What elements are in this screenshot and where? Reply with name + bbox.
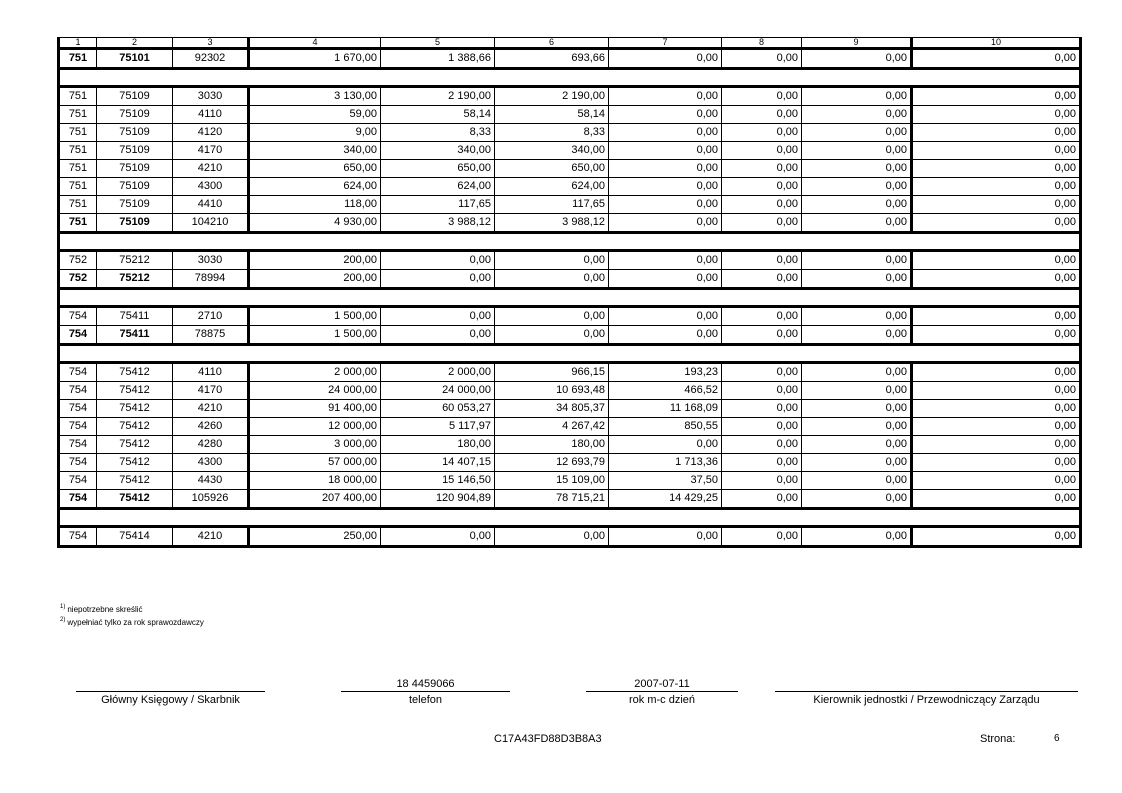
table-cell-col-4: 4 930,00 <box>249 214 381 233</box>
table-cell-col-5: 0,00 <box>381 270 495 289</box>
table-cell-col-4: 59,00 <box>249 106 381 124</box>
table-cell-col-3: 104210 <box>173 214 249 233</box>
table-cell-col-9: 0,00 <box>802 142 912 160</box>
accountant-signature-value <box>76 677 265 691</box>
table-cell-col-6: 78 715,21 <box>495 490 609 509</box>
table-cell-col-4: 9,00 <box>249 124 381 142</box>
table-cell-col-10: 0,00 <box>912 527 1081 547</box>
table-cell-col-9: 0,00 <box>802 490 912 509</box>
table-cell-col-3: 4210 <box>173 400 249 418</box>
table-cell-col-3: 4170 <box>173 382 249 400</box>
table-cell-col-8: 0,00 <box>722 527 802 547</box>
table-cell-col-10: 0,00 <box>912 178 1081 196</box>
footnote <box>60 602 204 615</box>
table-cell-col-5: 0,00 <box>381 307 495 326</box>
table-cell-col-1: 751 <box>59 87 97 106</box>
table-cell-col-5: 0,00 <box>381 326 495 345</box>
table-cell-col-5: 0,00 <box>381 527 495 547</box>
table-cell-col-7: 0,00 <box>609 87 722 106</box>
table-cell-col-6: 624,00 <box>495 178 609 196</box>
table-cell-col-10: 0,00 <box>912 106 1081 124</box>
table-cell-col-10: 0,00 <box>912 490 1081 509</box>
date-value: 2007-07-11 <box>634 678 690 690</box>
accountant-signature <box>76 677 265 708</box>
table-cell-col-4: 24 000,00 <box>249 382 381 400</box>
footnote-text: niepotrzebne skreślić <box>67 605 143 614</box>
table-cell-col-8: 0,00 <box>722 196 802 214</box>
table-cell-col-5: 3 988,12 <box>381 214 495 233</box>
table-cell-col-5: 180,00 <box>381 436 495 454</box>
table-cell-col-9: 0,00 <box>802 49 912 69</box>
phone-value: 18 4459066 <box>396 678 455 690</box>
table-cell-col-6: 15 109,00 <box>495 472 609 490</box>
table-cell-col-8: 0,00 <box>722 436 802 454</box>
table-cell-col-3: 4300 <box>173 454 249 472</box>
table-cell-col-6: 966,15 <box>495 363 609 382</box>
table-cell-col-8: 0,00 <box>722 87 802 106</box>
table-cell-col-3: 92302 <box>173 49 249 69</box>
table-cell-col-5: 8,33 <box>381 124 495 142</box>
table-cell-col-9: 0,00 <box>802 326 912 345</box>
head-label: Kierownik jednostki / Przewodniczący Zarządu <box>813 694 1040 706</box>
table-cell-col-10: 0,00 <box>912 382 1081 400</box>
table-cell-col-10: 0,00 <box>912 436 1081 454</box>
table-cell-col-4: 57 000,00 <box>249 454 381 472</box>
table-cell-col-1: 751 <box>59 214 97 233</box>
table-cell-col-10: 0,00 <box>912 124 1081 142</box>
table-row <box>59 382 1081 400</box>
table-row <box>59 160 1081 178</box>
table-cell-col-2: 75212 <box>97 270 173 289</box>
table-cell-col-5: 117,65 <box>381 196 495 214</box>
table-cell-col-1: 754 <box>59 472 97 490</box>
footnote-text: wypełniać tylko za rok sprawozdawczy <box>67 618 204 627</box>
table-cell-col-3: 4110 <box>173 106 249 124</box>
table-cell-col-8: 0,00 <box>722 270 802 289</box>
table-cell-col-3: 105926 <box>173 490 249 509</box>
table-cell-col-7: 0,00 <box>609 326 722 345</box>
table-cell-col-5: 24 000,00 <box>381 382 495 400</box>
table-cell-col-9: 0,00 <box>802 436 912 454</box>
table-cell-col-2: 75412 <box>97 382 173 400</box>
table-cell-col-6: 693,66 <box>495 49 609 69</box>
table-cell-col-1: 751 <box>59 124 97 142</box>
page-number: 6 <box>1054 733 1060 744</box>
table-cell-col-9: 0,00 <box>802 382 912 400</box>
table-cell-col-10: 0,00 <box>912 251 1081 270</box>
table-cell-col-2: 75412 <box>97 400 173 418</box>
table-row <box>59 418 1081 436</box>
table-cell-col-9: 0,00 <box>802 106 912 124</box>
table-cell-col-9: 0,00 <box>802 418 912 436</box>
table-cell-col-3: 4280 <box>173 436 249 454</box>
table-cell-col-8: 0,00 <box>722 490 802 509</box>
table-cell-col-5: 58,14 <box>381 106 495 124</box>
table-cell-col-4: 650,00 <box>249 160 381 178</box>
table-cell-col-10: 0,00 <box>912 49 1081 69</box>
table-cell-col-4: 2 000,00 <box>249 363 381 382</box>
table-cell-col-8: 0,00 <box>722 454 802 472</box>
table-cell-col-3: 3030 <box>173 87 249 106</box>
table-cell-col-5: 14 407,15 <box>381 454 495 472</box>
table-cell-col-1: 751 <box>59 196 97 214</box>
table-cell-col-10: 0,00 <box>912 214 1081 233</box>
table-cell-col-2: 75109 <box>97 178 173 196</box>
date-label: rok m-c dzień <box>628 694 696 706</box>
table-cell-col-4: 3 000,00 <box>249 436 381 454</box>
table-cell-col-6: 340,00 <box>495 142 609 160</box>
table-cell-col-4: 1 670,00 <box>249 49 381 69</box>
table-cell-col-3: 2710 <box>173 307 249 326</box>
table-cell-col-8: 0,00 <box>722 124 802 142</box>
table-cell-col-4: 18 000,00 <box>249 472 381 490</box>
table-cell-col-5: 2 190,00 <box>381 87 495 106</box>
table-cell-col-4: 200,00 <box>249 251 381 270</box>
table-cell-col-2: 75109 <box>97 87 173 106</box>
table-cell-col-7: 0,00 <box>609 196 722 214</box>
table-cell-col-4: 200,00 <box>249 270 381 289</box>
footnote <box>60 615 204 628</box>
spacer-cell <box>59 345 1081 363</box>
table-cell-col-7: 850,55 <box>609 418 722 436</box>
table-cell-col-10: 0,00 <box>912 400 1081 418</box>
table-cell-col-1: 754 <box>59 490 97 509</box>
table-cell-col-9: 0,00 <box>802 214 912 233</box>
table-cell-col-4: 91 400,00 <box>249 400 381 418</box>
table-cell-col-6: 58,14 <box>495 106 609 124</box>
table-spacer-row <box>59 509 1081 527</box>
column-number-row <box>59 38 1081 49</box>
table-cell-col-9: 0,00 <box>802 178 912 196</box>
table-cell-col-9: 0,00 <box>802 454 912 472</box>
table-cell-col-1: 751 <box>59 106 97 124</box>
table-cell-col-1: 754 <box>59 382 97 400</box>
table-cell-col-2: 75212 <box>97 251 173 270</box>
head-signature-value <box>775 677 1078 691</box>
table-cell-col-7: 0,00 <box>609 527 722 547</box>
table-cell-col-2: 75109 <box>97 214 173 233</box>
column-number: 8 <box>722 38 802 49</box>
table-cell-col-3: 4210 <box>173 160 249 178</box>
table-cell-col-9: 0,00 <box>802 400 912 418</box>
table-total-row <box>59 49 1081 69</box>
date-field <box>586 677 738 708</box>
footnote-mark: 2) <box>60 617 66 623</box>
table-cell-col-7: 37,50 <box>609 472 722 490</box>
table-spacer-row <box>59 345 1081 363</box>
table-cell-col-5: 60 053,27 <box>381 400 495 418</box>
document-code: C17A43FD88D3B8A3 <box>494 733 602 745</box>
table-cell-col-4: 207 400,00 <box>249 490 381 509</box>
table-cell-col-4: 12 000,00 <box>249 418 381 436</box>
table-cell-col-10: 0,00 <box>912 196 1081 214</box>
table-cell-col-5: 5 117,97 <box>381 418 495 436</box>
table-cell-col-6: 0,00 <box>495 326 609 345</box>
table-cell-col-8: 0,00 <box>722 142 802 160</box>
table-cell-col-9: 0,00 <box>802 87 912 106</box>
phone-label: telefon <box>408 694 443 706</box>
table-cell-col-7: 0,00 <box>609 214 722 233</box>
table-row <box>59 363 1081 382</box>
table-cell-col-8: 0,00 <box>722 326 802 345</box>
table-cell-col-8: 0,00 <box>722 178 802 196</box>
table-total-row <box>59 270 1081 289</box>
column-number: 5 <box>381 38 495 49</box>
table-cell-col-4: 118,00 <box>249 196 381 214</box>
column-number: 4 <box>249 38 381 49</box>
table-cell-col-1: 754 <box>59 527 97 547</box>
table-cell-col-5: 340,00 <box>381 142 495 160</box>
table-total-row <box>59 326 1081 345</box>
table-cell-col-2: 75109 <box>97 160 173 178</box>
table-cell-col-10: 0,00 <box>912 326 1081 345</box>
table-cell-col-9: 0,00 <box>802 363 912 382</box>
table-cell-col-9: 0,00 <box>802 124 912 142</box>
table-cell-col-3: 4410 <box>173 196 249 214</box>
table-cell-col-1: 752 <box>59 251 97 270</box>
table-cell-col-8: 0,00 <box>722 49 802 69</box>
table-cell-col-5: 624,00 <box>381 178 495 196</box>
table-cell-col-4: 3 130,00 <box>249 87 381 106</box>
table-cell-col-9: 0,00 <box>802 251 912 270</box>
table-cell-col-9: 0,00 <box>802 196 912 214</box>
table-cell-col-8: 0,00 <box>722 307 802 326</box>
table-cell-col-9: 0,00 <box>802 270 912 289</box>
table-cell-col-7: 11 168,09 <box>609 400 722 418</box>
table-cell-col-2: 75412 <box>97 490 173 509</box>
table-row <box>59 178 1081 196</box>
table-cell-col-3: 78875 <box>173 326 249 345</box>
column-number: 7 <box>609 38 722 49</box>
table-cell-col-6: 650,00 <box>495 160 609 178</box>
table-cell-col-2: 75412 <box>97 472 173 490</box>
table-cell-col-5: 1 388,66 <box>381 49 495 69</box>
table-row <box>59 472 1081 490</box>
table-spacer-row <box>59 69 1081 87</box>
table-cell-col-1: 754 <box>59 454 97 472</box>
table-cell-col-8: 0,00 <box>722 251 802 270</box>
spacer-cell <box>59 289 1081 307</box>
table-cell-col-3: 4110 <box>173 363 249 382</box>
table-cell-col-7: 0,00 <box>609 178 722 196</box>
table-cell-col-10: 0,00 <box>912 363 1081 382</box>
budget-report-table <box>57 37 1082 548</box>
table-cell-col-1: 754 <box>59 400 97 418</box>
table-cell-col-10: 0,00 <box>912 472 1081 490</box>
spacer-cell <box>59 509 1081 527</box>
column-number: 2 <box>97 38 173 49</box>
table-cell-col-7: 0,00 <box>609 160 722 178</box>
table-cell-col-10: 0,00 <box>912 418 1081 436</box>
table-cell-col-10: 0,00 <box>912 142 1081 160</box>
table-cell-col-10: 0,00 <box>912 454 1081 472</box>
table-cell-col-2: 75109 <box>97 124 173 142</box>
table-cell-col-6: 0,00 <box>495 527 609 547</box>
table-cell-col-6: 8,33 <box>495 124 609 142</box>
table-cell-col-4: 250,00 <box>249 527 381 547</box>
table-cell-col-2: 75412 <box>97 418 173 436</box>
table-cell-col-6: 117,65 <box>495 196 609 214</box>
table-cell-col-7: 0,00 <box>609 49 722 69</box>
table-cell-col-2: 75411 <box>97 326 173 345</box>
table-row <box>59 87 1081 106</box>
table-cell-col-10: 0,00 <box>912 160 1081 178</box>
table-cell-col-2: 75109 <box>97 196 173 214</box>
table-cell-col-1: 751 <box>59 160 97 178</box>
table-cell-col-2: 75109 <box>97 142 173 160</box>
table-cell-col-5: 15 146,50 <box>381 472 495 490</box>
table-cell-col-7: 466,52 <box>609 382 722 400</box>
table-cell-col-7: 0,00 <box>609 307 722 326</box>
table-row <box>59 106 1081 124</box>
table-cell-col-3: 4210 <box>173 527 249 547</box>
table-cell-col-8: 0,00 <box>722 472 802 490</box>
footnotes <box>60 602 204 628</box>
table-cell-col-9: 0,00 <box>802 527 912 547</box>
table-row <box>59 400 1081 418</box>
table-cell-col-10: 0,00 <box>912 270 1081 289</box>
table-total-row <box>59 490 1081 509</box>
table-row <box>59 196 1081 214</box>
table-cell-col-7: 0,00 <box>609 124 722 142</box>
column-number: 6 <box>495 38 609 49</box>
footnote-mark: 1) <box>60 604 66 610</box>
table-cell-col-8: 0,00 <box>722 418 802 436</box>
table-cell-col-7: 0,00 <box>609 270 722 289</box>
table-cell-col-6: 180,00 <box>495 436 609 454</box>
table-spacer-row <box>59 233 1081 251</box>
table-cell-col-6: 3 988,12 <box>495 214 609 233</box>
table-row <box>59 454 1081 472</box>
table-row <box>59 142 1081 160</box>
table-cell-col-6: 12 693,79 <box>495 454 609 472</box>
table-cell-col-1: 752 <box>59 270 97 289</box>
table-cell-col-3: 4300 <box>173 178 249 196</box>
table-cell-col-1: 754 <box>59 326 97 345</box>
table-cell-col-7: 0,00 <box>609 436 722 454</box>
table-cell-col-7: 14 429,25 <box>609 490 722 509</box>
table-cell-col-1: 754 <box>59 418 97 436</box>
table-cell-col-8: 0,00 <box>722 400 802 418</box>
table-cell-col-6: 2 190,00 <box>495 87 609 106</box>
table-row <box>59 307 1081 326</box>
table-cell-col-3: 4170 <box>173 142 249 160</box>
table-cell-col-8: 0,00 <box>722 160 802 178</box>
table-cell-col-6: 0,00 <box>495 270 609 289</box>
table-cell-col-1: 751 <box>59 49 97 69</box>
table-cell-col-10: 0,00 <box>912 87 1081 106</box>
table-cell-col-6: 0,00 <box>495 307 609 326</box>
table-cell-col-8: 0,00 <box>722 382 802 400</box>
table-cell-col-9: 0,00 <box>802 160 912 178</box>
table-cell-col-7: 0,00 <box>609 106 722 124</box>
table-cell-col-2: 75109 <box>97 106 173 124</box>
head-signature <box>775 677 1078 708</box>
table-cell-col-4: 624,00 <box>249 178 381 196</box>
table-cell-col-1: 751 <box>59 142 97 160</box>
table-cell-col-1: 751 <box>59 178 97 196</box>
page-label: Strona: <box>980 733 1016 745</box>
table-cell-col-2: 75412 <box>97 436 173 454</box>
phone-field <box>341 677 510 708</box>
table-cell-col-7: 193,23 <box>609 363 722 382</box>
table-cell-col-2: 75411 <box>97 307 173 326</box>
table-cell-col-3: 78994 <box>173 270 249 289</box>
column-number: 10 <box>912 38 1081 49</box>
table-cell-col-1: 754 <box>59 363 97 382</box>
column-number: 1 <box>59 38 97 49</box>
table-cell-col-6: 4 267,42 <box>495 418 609 436</box>
column-number: 9 <box>802 38 912 49</box>
table-row <box>59 527 1081 547</box>
table-cell-col-7: 0,00 <box>609 251 722 270</box>
table-cell-col-6: 34 805,37 <box>495 400 609 418</box>
column-number: 3 <box>173 38 249 49</box>
table-cell-col-9: 0,00 <box>802 472 912 490</box>
table-cell-col-3: 3030 <box>173 251 249 270</box>
table-cell-col-8: 0,00 <box>722 363 802 382</box>
table-cell-col-4: 1 500,00 <box>249 326 381 345</box>
table-cell-col-5: 2 000,00 <box>381 363 495 382</box>
table-cell-col-3: 4430 <box>173 472 249 490</box>
table-cell-col-2: 75412 <box>97 363 173 382</box>
table-cell-col-2: 75414 <box>97 527 173 547</box>
table-cell-col-1: 754 <box>59 307 97 326</box>
table-cell-col-5: 650,00 <box>381 160 495 178</box>
table-cell-col-4: 1 500,00 <box>249 307 381 326</box>
table-cell-col-8: 0,00 <box>722 214 802 233</box>
table-cell-col-1: 754 <box>59 436 97 454</box>
table-cell-col-7: 0,00 <box>609 142 722 160</box>
table-total-row <box>59 214 1081 233</box>
table-cell-col-7: 1 713,36 <box>609 454 722 472</box>
table-cell-col-3: 4120 <box>173 124 249 142</box>
table-row <box>59 436 1081 454</box>
spacer-cell <box>59 69 1081 87</box>
table-spacer-row <box>59 289 1081 307</box>
accountant-label: Główny Księgowy / Skarbnik <box>101 694 240 706</box>
table-cell-col-2: 75412 <box>97 454 173 472</box>
table-cell-col-10: 0,00 <box>912 307 1081 326</box>
table-cell-col-6: 0,00 <box>495 251 609 270</box>
table-cell-col-3: 4260 <box>173 418 249 436</box>
table-cell-col-9: 0,00 <box>802 307 912 326</box>
table-row <box>59 124 1081 142</box>
table-cell-col-8: 0,00 <box>722 106 802 124</box>
table-cell-col-6: 10 693,48 <box>495 382 609 400</box>
spacer-cell <box>59 233 1081 251</box>
table-cell-col-5: 120 904,89 <box>381 490 495 509</box>
table-cell-col-2: 75101 <box>97 49 173 69</box>
table-cell-col-4: 340,00 <box>249 142 381 160</box>
table-cell-col-5: 0,00 <box>381 251 495 270</box>
table-row <box>59 251 1081 270</box>
